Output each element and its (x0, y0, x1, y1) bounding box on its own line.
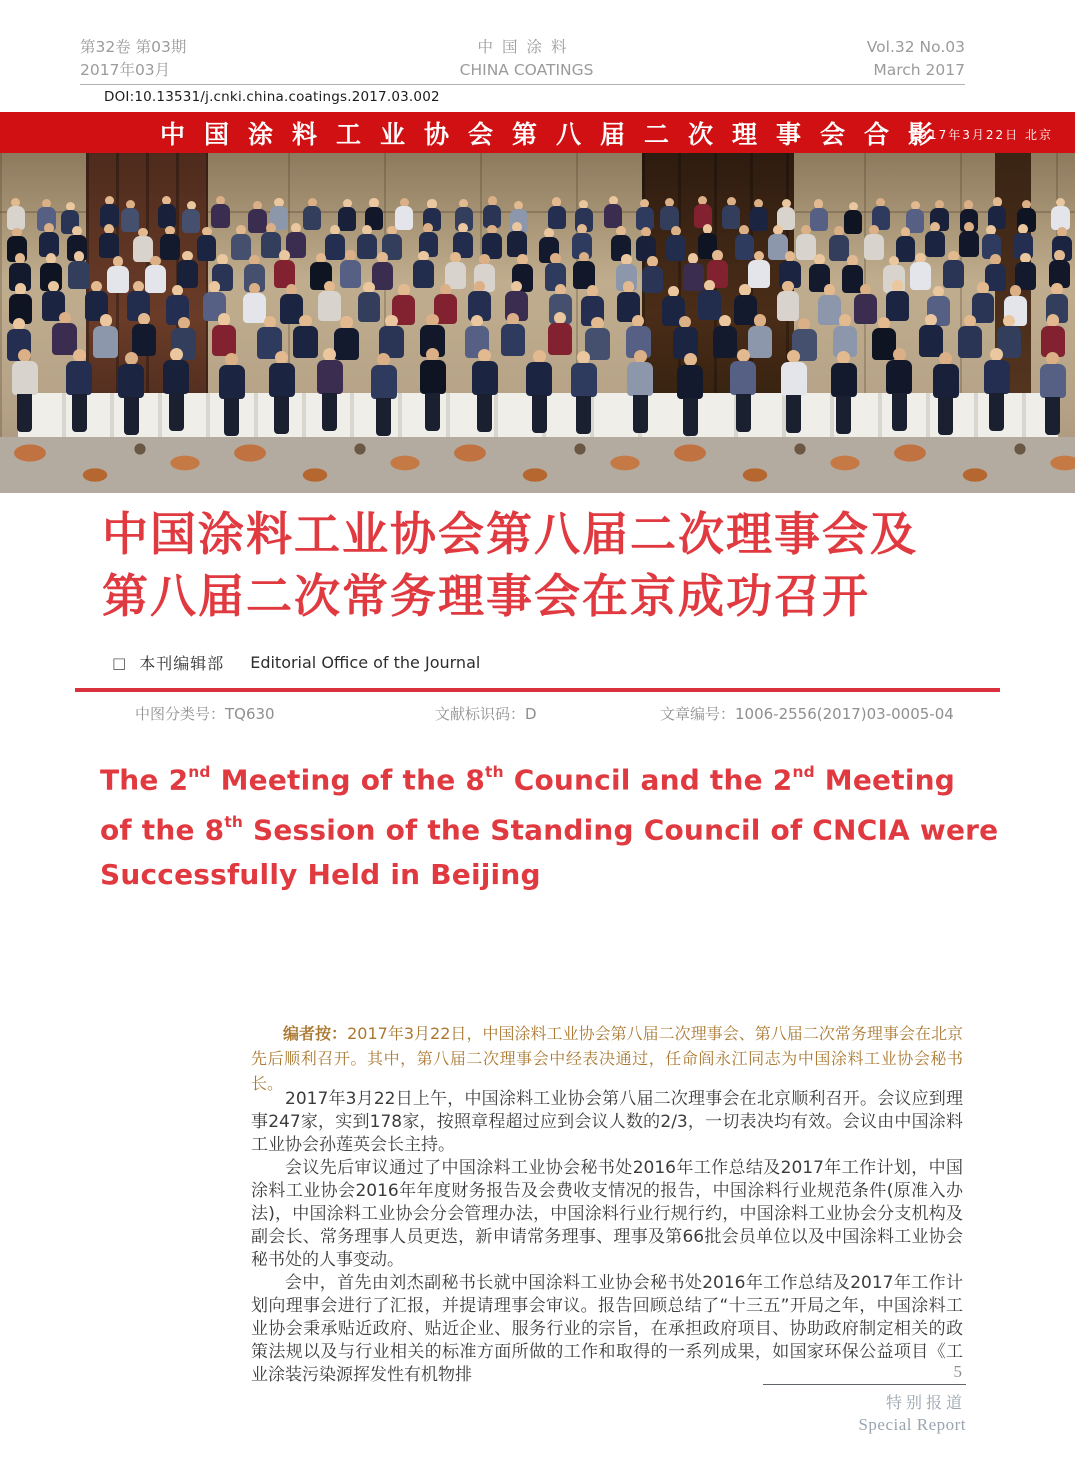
person-figure (507, 222, 527, 257)
person-figure (943, 251, 964, 289)
photo-banner-date: 2017年3月22日 北京 (909, 128, 1053, 142)
photo-banner-title: 中国涂料工业协会第八届二次理事会合影 (160, 119, 953, 149)
person-figure (317, 348, 343, 431)
person-figure (660, 198, 678, 230)
author-en: Editorial Office of the Journal (250, 653, 481, 672)
person-figure (483, 196, 501, 228)
photo-banner (0, 112, 1075, 153)
article-title-en-line1: The 2nd Meeting of the 8th Council and the 2nd Meeting (100, 762, 955, 797)
author-cn: 本刊编辑部 (139, 654, 225, 673)
person-figure (501, 313, 525, 356)
person-figure (413, 251, 434, 289)
person-figure (573, 252, 594, 290)
person-figure (293, 315, 317, 358)
header-right (867, 36, 965, 82)
page-footer (763, 1362, 966, 1435)
document-code: 文献标识码：D (435, 705, 537, 723)
person-figure (132, 313, 156, 356)
person-figure (748, 251, 769, 289)
person-figure (548, 197, 566, 229)
person-figure (274, 250, 295, 288)
person-figure (886, 280, 909, 320)
editor-note (251, 1021, 963, 1096)
person-figure (7, 198, 25, 230)
group-photo-scene (0, 153, 1075, 493)
page-number: 5 (953, 1362, 962, 1381)
carpet (0, 437, 1075, 493)
person-figure (627, 350, 653, 433)
person-figure (472, 349, 498, 432)
person-figure (158, 196, 176, 228)
editor-note-label: 编者按： (283, 1024, 348, 1043)
person-figure (219, 353, 245, 436)
person-figure (177, 251, 198, 289)
article-title-en (100, 752, 998, 897)
article-title-en-line2: of the 8th Session of the Standing Council of CNCIA were (100, 813, 999, 847)
person-figure (211, 196, 229, 228)
date-en: March 2017 (873, 61, 965, 79)
person-figure (777, 281, 800, 321)
person-figure (118, 352, 144, 435)
journal-title-cn: 中国涂料 (477, 38, 576, 56)
person-figure (604, 196, 622, 228)
volume-issue-en: Vol.32 No.03 (866, 38, 965, 56)
person-figure (730, 349, 756, 432)
person-figure (958, 315, 982, 358)
section-label-en: Special Report (858, 1415, 966, 1434)
person-figure (831, 351, 857, 434)
header-left (80, 36, 186, 82)
article-body (251, 1088, 963, 1387)
article-title-cn-line1: 中国涂料工业协会第八届二次理事会及 (102, 507, 918, 561)
person-figure (318, 281, 341, 321)
group-photo (0, 112, 1075, 493)
red-rule (75, 688, 1000, 692)
paragraph: 会议先后审议通过了中国涂料工业协会秘书处2016年工作总结及2017年工作计划，中国涂料工业协会2016年年度财务报告及会费收支情况的报告，中国涂料行业规范条件(原准入办法)，中国涂料工业协会分会管理办法，中国涂料行业行规行约，中国涂料工业协会分支机构及副会长、常务理事人员更迭，新申请常务理事、理事及第66批会员单位以及中国涂料工业协会秘书处的人事变动。 (251, 1158, 963, 1270)
person-figure (66, 349, 92, 432)
person-figure (642, 256, 663, 294)
clc-number: 中图分类号：TQ630 (135, 705, 275, 723)
header-center (460, 36, 594, 82)
person-figure (379, 315, 403, 358)
author-row (112, 651, 480, 674)
article-title-cn-line2: 第八届二次常务理事会在京成功召开 (102, 569, 870, 623)
person-figure (722, 197, 740, 229)
volume-issue-cn: 第32卷 第03期 (80, 38, 187, 56)
article-id: 文章编号：1006-2556(2017)03-0005-04 (660, 705, 954, 723)
person-figure (371, 353, 397, 436)
person-figure (1051, 198, 1069, 230)
person-figure (107, 256, 128, 294)
person-figure (571, 351, 597, 434)
date-cn: 2017年03月 (80, 61, 171, 79)
journal-title-en: CHINA COATINGS (459, 61, 594, 79)
person-figure (984, 348, 1010, 431)
person-figure (526, 350, 552, 433)
header-divider (80, 84, 965, 85)
person-figure (781, 350, 807, 433)
person-figure (358, 282, 381, 322)
section-label-cn: 特别报道 (885, 1395, 966, 1412)
person-figure (1040, 352, 1066, 435)
person-figure (99, 224, 119, 259)
person-figure (212, 313, 236, 356)
article-title-cn (102, 503, 918, 627)
author-bullet-icon: □ (112, 653, 127, 672)
person-figure (910, 253, 931, 291)
journal-header (80, 36, 965, 82)
person-figure (12, 349, 38, 432)
editor-note-text: 2017年3月22日，中国涂料工业协会第八届二次理事会、第八届二次常务理事会在北京先后顺利召开。其中，第八届二次理事会中经表决通过，任命阎永江同志为中国涂料工业协会秘书长。 (251, 1024, 963, 1093)
person-figure (548, 312, 572, 355)
paragraph: 会中，首先由刘杰副秘书长就中国涂料工业协会秘书处2016年工作总结及2017年工作计划向理事会进行了汇报，并提请理事会审议。报告回顾总结了“十三五”开局之年，中国涂料工业协会秉承贴近政府、贴近企业、服务行业的宗旨，在承担政府项目、协助政府制定相关的政策法规以及与行业相关的标准方面所做的工作和取得的一系列成果，如国家环保公益项目《工业涂装污染源挥发性有机物排 (251, 1273, 963, 1385)
person-figure (269, 351, 295, 434)
paragraph: 2017年3月22日上午，中国涂料工业协会第八届二次理事会在北京顺利召开。会议应到理事247家，实到178家，按照章程超过应到会议人数的2/3，一切表决均有效。会议由中国涂料工业协会孙莲英会长主持。 (251, 1089, 963, 1155)
person-figure (636, 199, 654, 231)
article-title-en-line3: Successfully Held in Beijing (100, 857, 541, 891)
meta-row (75, 703, 1000, 725)
person-figure (420, 348, 446, 431)
person-figure (886, 348, 912, 431)
person-figure (919, 314, 943, 357)
person-figure (163, 348, 189, 431)
doi-line: DOI:10.13531/j.cnki.china.coatings.2017.03.002 (104, 89, 440, 105)
person-figure (864, 225, 884, 260)
person-figure (933, 352, 959, 435)
person-figure (677, 353, 703, 436)
person-figure (93, 314, 117, 357)
footer-divider (763, 1384, 966, 1385)
